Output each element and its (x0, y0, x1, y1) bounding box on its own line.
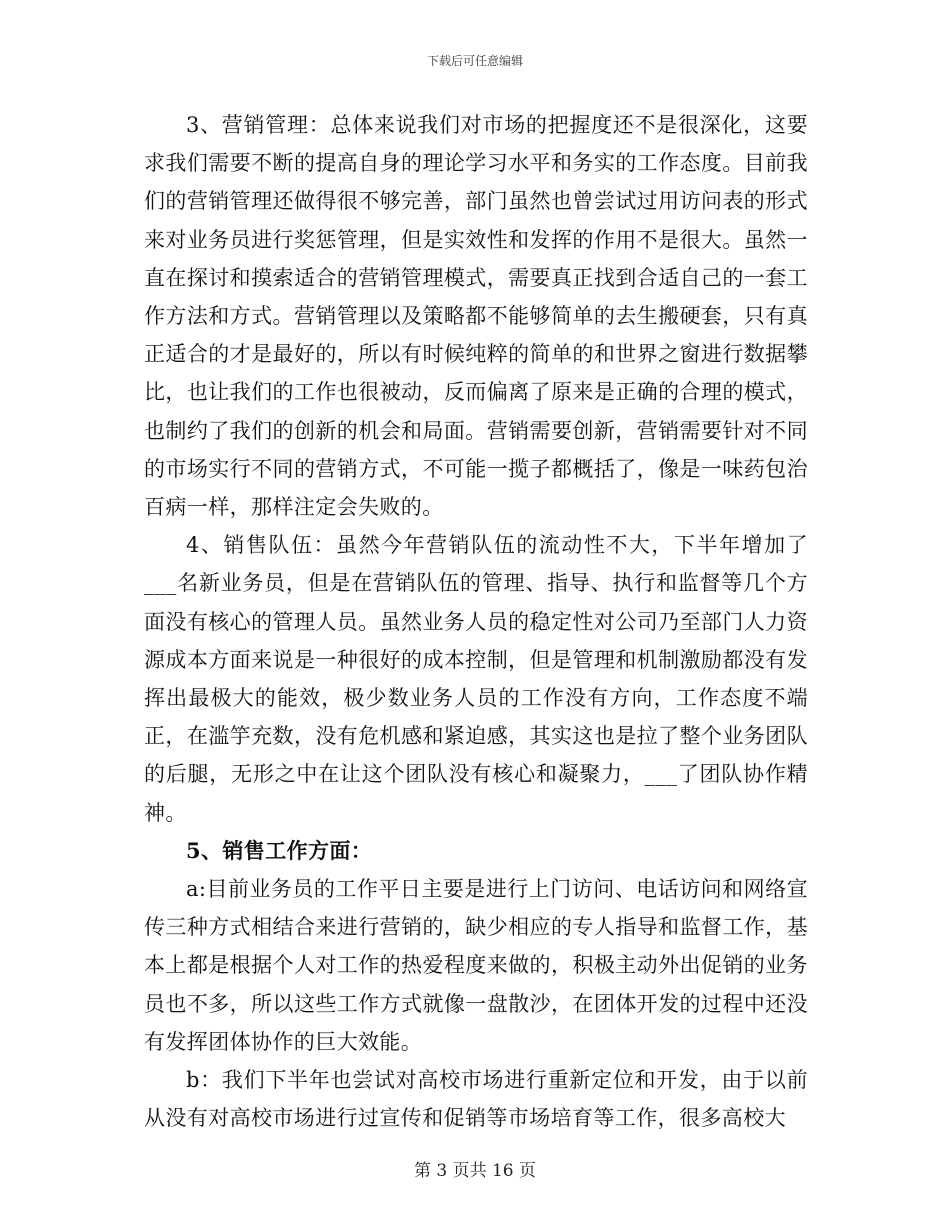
section-heading-sales-work: 5、销售工作方面： (186, 837, 373, 863)
paragraph-sales-team: 4、销售队伍：虽然今年营销队伍的流动性不大，下半年增加了___名新业务员，但是在营销队伍的管理、指导、执行和监督等几个方面没有核心的管理人员。虽然业务人员的稳定性对公司乃至部门人力资源成本方面来说是一种很好的成本控制，但是管理和机制激励都没有发挥出最极大的能效，极少数业务人员的工作没有方向，工作态度不端正，在滥竽充数，没有危机感和紧迫感，其实这也是拉了整个业务团队的后腿，无形之中在让这个团队没有核心和凝聚力，___了团队协作精神。 (144, 533, 808, 825)
paragraph-marketing-management: 3、营销管理：总体来说我们对市场的把握度还不是很深化，这要求我们需要不断的提高自身的理论学习水平和务实的工作态度。目前我们的营销管理还做得很不够完善，部门虽然也曾尝试过用访问表的形式来对业务员进行奖惩管理，但是实效性和发挥的作用不是很大。虽然一直在探讨和摸索适合的营销管理模式，需要真正找到合适自己的一套工作方法和方式。营销管理以及策略都不能够简单的去生搬硬套，只有真正适合的才是最好的，所以有时候纯粹的简单的和世界之窗进行数据攀比，也让我们的工作也很被动，反而偏离了原来是正确的合理的模式，也制约了我们的创新的机会和局面。营销需要创新，营销需要针对不同的市场实行不同的营销方式，不可能一揽子都概括了，像是一味药包治百病一样，那样注定会失败的。 (144, 113, 808, 520)
paragraph-item-a: a:目前业务员的工作平日主要是进行上门访问、电话访问和网络宣传三种方式相结合来进行营销的，缺少相应的专人指导和监督工作，基本上都是根据个人对工作的热爱程度来做的，积极主动外出促销的业务员也不多，所以这些工作方式就像一盘散沙，在团体开发的过程中还没有发挥团体协作的巨大效能。 (144, 877, 808, 1054)
document-body (144, 106, 808, 1137)
page-header: 下载后可任意编辑 (426, 54, 523, 68)
paragraph-item-b: b：我们下半年也尝试对高校市场进行重新定位和开发，由于以前从没有对高校市场进行过宣传和促销等市场培育等工作，很多高校大 (144, 1068, 808, 1131)
page-number: 第 3 页共 16 页 (413, 1161, 537, 1181)
